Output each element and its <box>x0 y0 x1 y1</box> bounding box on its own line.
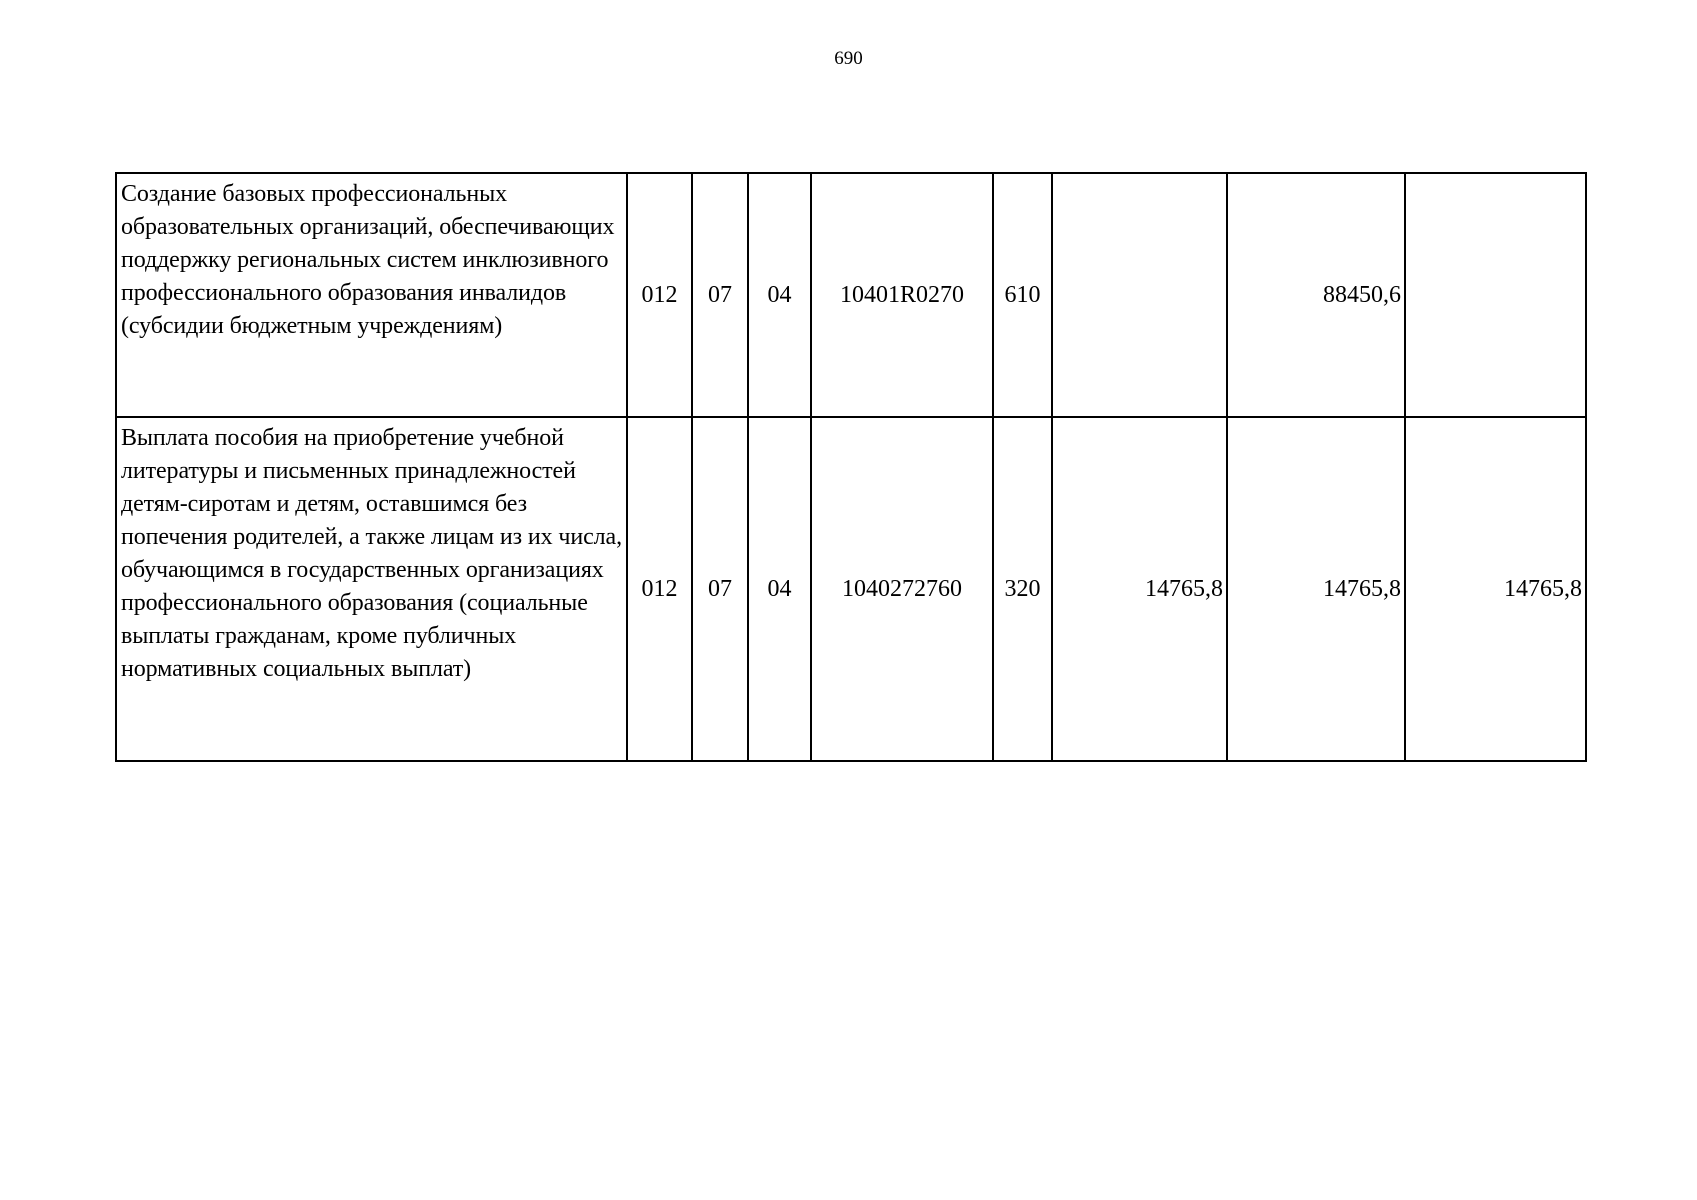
section-code: 07 <box>692 173 748 417</box>
table-row <box>116 417 1586 761</box>
section-code: 07 <box>692 417 748 761</box>
target-article-code: 10401R0270 <box>811 173 993 417</box>
budget-table <box>115 172 1587 762</box>
subsection-code: 04 <box>748 417 811 761</box>
target-article-code: 1040272760 <box>811 417 993 761</box>
amount-year-1 <box>1052 173 1227 417</box>
amount-year-2: 88450,6 <box>1227 173 1405 417</box>
table-row <box>116 173 1586 417</box>
amount-year-3: 14765,8 <box>1405 417 1586 761</box>
ministry-code: 012 <box>627 173 692 417</box>
row-description: Создание базовых профессиональных образовательных организаций, обеспечивающих поддержку региональных систем инклюзивного профессионального образования инвалидов (субсидии бюджетным учреждениям) <box>116 173 627 417</box>
amount-year-2: 14765,8 <box>1227 417 1405 761</box>
expense-type-code: 610 <box>993 173 1052 417</box>
amount-year-3 <box>1405 173 1586 417</box>
ministry-code: 012 <box>627 417 692 761</box>
row-description: Выплата пособия на приобретение учебной литературы и письменных принадлежностей детям-сиротам и детям, оставшимся без попечения родителей, а также лицам из их числа, обучающимся в государственных организациях профессионального образования (социальные выплаты гражданам, кроме публичных нормативных социальных выплат) <box>116 417 627 761</box>
page-number: 690 <box>834 48 863 69</box>
subsection-code: 04 <box>748 173 811 417</box>
expense-type-code: 320 <box>993 417 1052 761</box>
amount-year-1: 14765,8 <box>1052 417 1227 761</box>
